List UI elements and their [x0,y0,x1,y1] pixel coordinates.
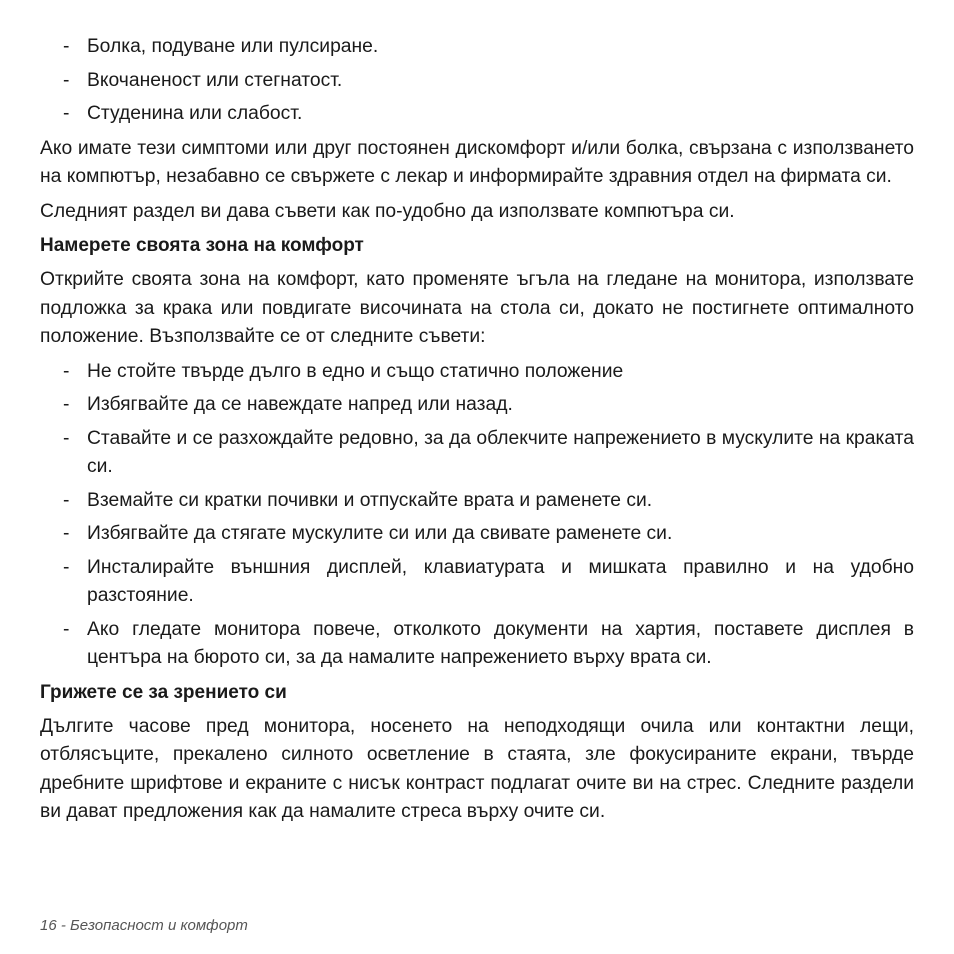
list-item: - Избягвайте да се навеждате напред или назад. [40,391,914,420]
section-heading-eyes: Грижете се за зрението си [40,681,287,703]
page-footer: 16 - Безопасност и комфорт [40,917,248,934]
list-item: - Вземайте си кратки почивки и отпускайте врата и раменете си. [40,487,914,516]
document-body [40,33,914,833]
list-item: - Вкочаненост или стегнатост. [40,67,914,96]
paragraph-symptoms: Ако имате тези симптоми или друг постоянен дискомфорт и/или болка, свързана с използването на компютър, незабавно се свържете с лекар и информирайте здравния отдел на фирмата си. [40,137,914,187]
paragraph-comfort: Открийте своята зона на комфорт, като променяте ъгъла на гледане на монитора, използвате подложка за крака или повдигате височината на стола си, докато не постигнете оптималното положение. Възползвайте се от следните съвети: [40,269,914,347]
list-item: - Инсталирайте външния дисплей, клавиатурата и мишката правилно и на удобно разстояние. [40,554,914,611]
paragraph-intro: Следният раздел ви дава съвети как по-удобно да използвате компютъра си. [40,200,735,222]
list-item: - Не стойте твърде дълго в едно и също статично положение [40,358,914,387]
list-item: - Болка, подуване или пулсиране. [40,33,914,62]
list-item: - Избягвайте да стягате мускулите си или да свивате раменете си. [40,520,914,549]
dash-bullet: - [63,427,70,449]
list-item: - Ако гледате монитора повече, отколкото документи на хартия, поставете дисплея в центъра на бюрото си, за да намалите напрежението върху врата си. [40,616,914,673]
dash-bullet: - [63,394,70,415]
symptom-list [40,33,914,129]
dash-bullet: - [63,69,70,91]
dash-bullet: - [63,103,70,124]
dash-bullet: - [63,556,70,578]
list-item: - Ставайте и се разхождайте редовно, за да облекчите напрежението в мускулите на краката си. [40,425,914,482]
list-item: - Студенина или слабост. [40,100,914,129]
dash-bullet: - [63,360,70,382]
dash-bullet: - [63,523,70,544]
dash-bullet: - [63,489,70,511]
paragraph-eyes: Дългите часове пред монитора, носенето на неподходящи очила или контактни лещи, отблясъците, прекалено силното осветление в стаята, зле фокусираните екрани, твърде дребните шрифтове и екраните с нисък контраст подлагат очите ви на стрес. Следните раздели ви дават предложения как да намалите стреса върху очите си. [40,715,914,822]
section-heading-comfort: Намерете своята зона на комфорт [40,235,364,256]
tips-list [40,358,914,673]
dash-bullet: - [63,36,70,57]
dash-bullet: - [63,618,70,640]
